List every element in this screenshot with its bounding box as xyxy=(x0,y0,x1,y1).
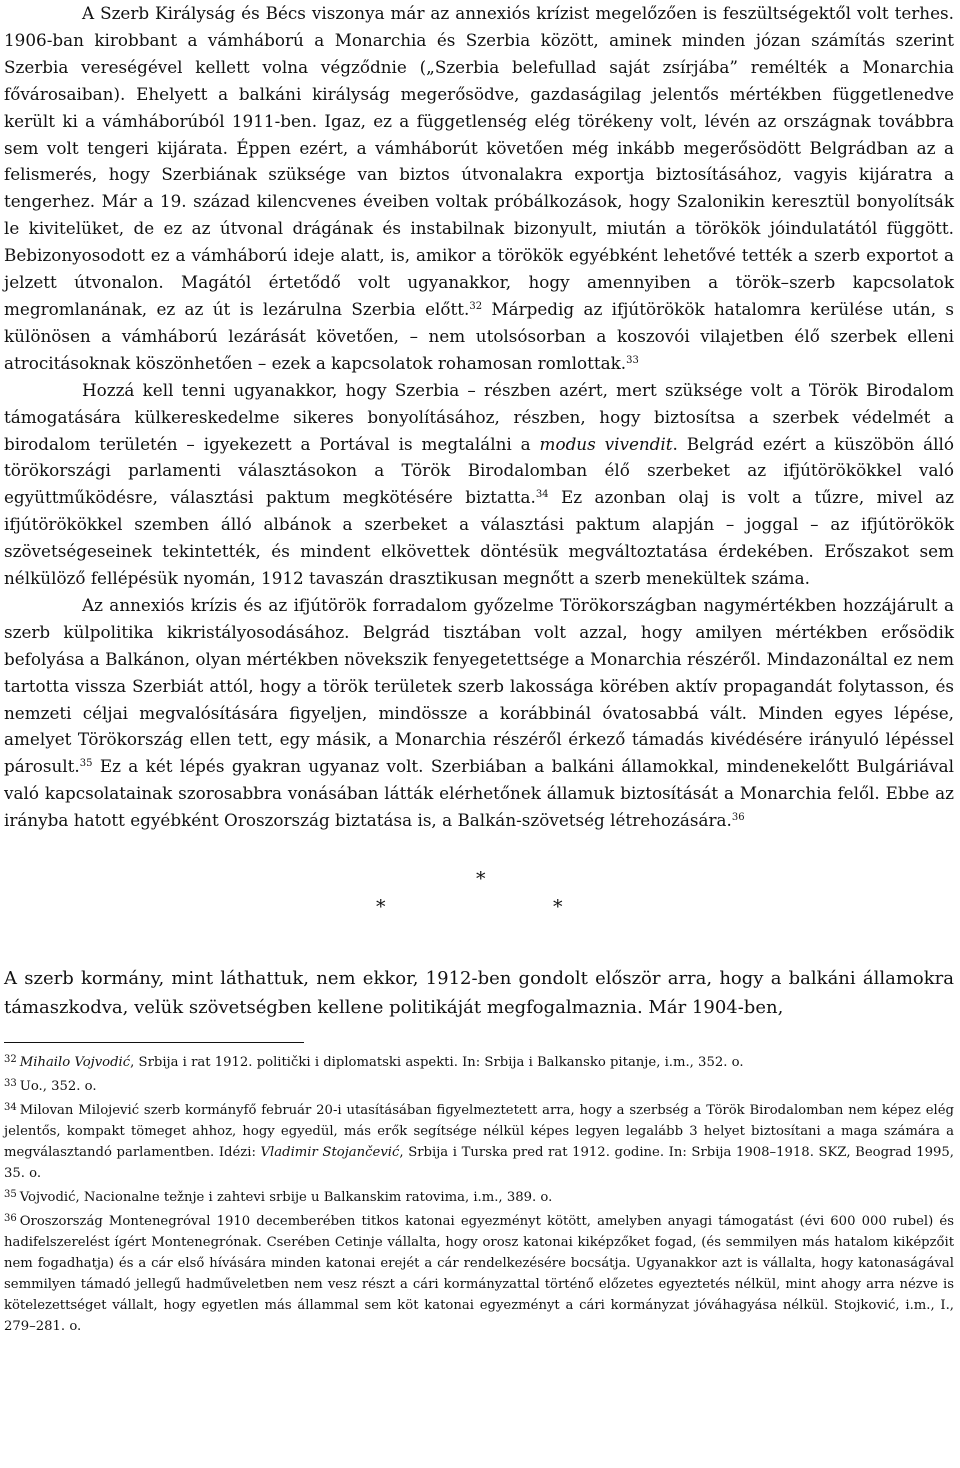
separator-asterisk-top: * xyxy=(476,868,486,891)
footnote-separator xyxy=(4,1042,304,1043)
footnote-ref-33[interactable]: 33 xyxy=(626,354,639,366)
footnote-32 xyxy=(4,1049,954,1073)
footnote-33 xyxy=(4,1073,954,1097)
paragraph-2-italic: modus vivendit xyxy=(539,433,673,454)
footnote-author: Vladimir Stojančević xyxy=(260,1145,400,1161)
footnote-36 xyxy=(4,1208,954,1337)
footnote-35 xyxy=(4,1184,954,1208)
footnotes xyxy=(4,1049,954,1337)
paragraph-2-text-b: . Belgrád ezért a küszöbön álló törökországi parlamenti választásokon a Török Birodalomban élő szerbeket az ifjútörökökkel való együttműködésre, választási paktum megkötésére biztatta. xyxy=(4,433,954,508)
footnote-text: Uo., 352. o. xyxy=(19,1079,97,1095)
paragraph-1 xyxy=(4,0,954,377)
footnote-number: 34 xyxy=(4,1102,17,1114)
footnote-ref-34[interactable]: 34 xyxy=(535,489,549,501)
separator-asterisk-right: * xyxy=(553,896,563,919)
footnote-ref-35[interactable]: 35 xyxy=(79,758,93,770)
paragraph-4: A szerb kormány, mint láthattuk, nem ekkor, 1912-ben gondolt először arra, hogy a balkáni államokra támaszkodva, velük szövetségben kellene politikáját megfogalmaznia. Már 1904-ben, xyxy=(4,968,954,1019)
footnote-text: Oroszország Montenegróval 1910 decemberében titkos katonai egyezményt kötött, amelyben anyagi támogatást (évi 600 000 rubel) és hadifelszerelést ígért Montenegrónak. Cserében Cetinje vállalta, hogy orosz katonai kiképzőket fogad, (és semmilyen más hatalom kiképzőit nem fogadhatja) és a cár első hívására minden katonai erejét a cár rendelkezésére bocsátja. Ugyanakkor azt is vállalta, hogy katonaságával semmilyen támadó jellegű hadműveletben nem vesz részt a cári kormányzattal történő előzetes egyeztetés nélkül, mint ahogy arra nézve is kötelezettséget vállalt, hogy egyetlen más állammal sem köt katonai egyezményt a cári kormányzat jóváhagyása nélkül. Stojković, i.m., I., 279–281. o. xyxy=(4,1214,954,1335)
footnote-ref-36[interactable]: 36 xyxy=(731,812,745,824)
paragraph-2-text-c: Ez azonban olaj is volt a tűzre, mivel az ifjútörökökkel szemben álló albánok a szerbeket a választási paktum alapján – joggal – az ifjútörökök szövetségeseinek tekintették, és mindent elkövettek döntésük megváltoztatása érdekében. Erőszakot sem nélkülöző fellépésük nyomán, 1912 tavaszán drasztikusan megnőtt a szerb menekültek száma. xyxy=(4,487,954,589)
paragraph-3-text-a: Az annexiós krízis és az ifjútörök forradalom győzelme Törökországban nagymértékben hozzájárult a szerb külpolitika kikristályosodásához. Belgrád tisztában volt azzal, hogy amilyen mértékben erősödik befolyása a Balkánon, olyan mértékben növekszik fenyegetettsége a Monarchia részéről. Mindazonáltal ez nem tartotta vissza Szerbiát attól, hogy a török területek szerb lakossága körében aktív propagandát folytasson, és nemzeti céljai megvalósítására figyeljen, mindössze a korábbinál óvatosabbá vált. Minden egyes lépése, amelyet Törökország ellen tett, egy másik, a Monarchia részéről érkező támadás kivédésére irányuló lépéssel párosult. xyxy=(4,594,954,777)
footnote-number: 33 xyxy=(4,1078,17,1090)
paragraph-2-text-a: Hozzá kell tenni ugyanakkor, hogy Szerbia – részben azért, mert szüksége volt a Török Birodalom támogatására külkereskedelme sikeres bonyolításához, részben, hogy biztosítsa a szerbek védelmét a birodalom területén – igyekezett a Portával is megtalálni a xyxy=(4,379,954,454)
section-two xyxy=(4,964,954,1022)
footnote-34 xyxy=(4,1097,954,1184)
paragraph-1-text-b: Márpedig az ifjútörökök hatalomra kerülése után, s különösen a vámháború lezárását követően, – nem utolsósorban a koszovói vilajetben élő szerbek elleni atrocitásoknak köszönhetően – ezek a kapcsolatok rohamosan romlottak. xyxy=(4,298,954,373)
footnote-ref-32[interactable]: 32 xyxy=(469,300,483,312)
footnote-text: Vojvodić, Nacionalne težnje i zahtevi srbije u Balkanskim ratovima, i.m., 389. o. xyxy=(19,1190,553,1206)
footnote-number: 32 xyxy=(4,1054,17,1066)
footnote-text: , Srbija i rat 1912. politički i diplomatski aspekti. In: Srbija i Balkansko pitanje, i.m., 352. o. xyxy=(130,1055,744,1071)
section-separator xyxy=(4,868,954,930)
paragraph-3-text-b: Ez a két lépés gyakran ugyanaz volt. Szerbiában a balkáni államokkal, mindenekelőtt Bulgáriával való kapcsolatainak szorosabbra vonásában látták elérhetőnek államuk biztosítását a Monarchia felől. Ebbe az irányba hatott egyébként Oroszország biztatása is, a Balkán-szövetség létrehozására. xyxy=(4,756,954,831)
paragraph-3 xyxy=(4,592,954,834)
paragraph-1-text-a: A Szerb Királyság és Bécs viszonya már az annexiós krízist megelőzően is feszültségektől volt terhes. 1906-ban kirobbant a vámháború a Monarchia és Szerbia között, aminek minden józan számítás szerint Szerbia vereségével kellett volna végződnie („Szerbia belefullad saját zsírjába” remélték a Monarchia fővárosaiban). Ehelyett a balkáni királyság megerősödve, gazdaságilag jelentős mértékben függetlenedve került ki a vámháborúból 1911-ben. Igaz, ez a függetlenség elég törékeny volt, lévén az országnak továbbra sem volt tengeri kijárata. Éppen ezért, a vámháborút követően még inkább megerősödött Belgrádban az a felismerés, hogy Szerbiának szüksége van biztos útvonalakra exportja biztosításához, vagyis kijáratra a tengerhez. Már a 19. század kilencvenes éveiben voltak próbálkozások, hogy Szalonikin keresztül bonyolítsák le kivitelüket, de ez az útvonal drágának és instabilnak bizonyult, miután a törökök jóindulatától függött. Bebizonyosodott ez a vámháború ideje alatt, is, amikor a törökök egyébként lehetővé tették a szerb exportot a jelzett útvonalon. Magától értetődő volt ugyanakkor, hogy amennyiben a török–szerb kapcsolatok megromlanának, ez az út is lezárulna Szerbia előtt. xyxy=(4,3,954,319)
footnote-text-a: Milovan Milojević szerb kormányfő február 20-i utasításában figyelmeztetett arra, hogy a szerbség a Török Birodalomban nem képez elég jelentős, kompakt tömeget ahhoz, hogy egyedül, más erők segítsége nélkül képes legyen legalább 3 helyet biztosítani a maga számára a megválasztandó parlamentben. Idézi: xyxy=(4,1103,954,1161)
body-text xyxy=(4,0,954,1022)
footnote-text-b: , Srbija i Turska pred rat 1912. godine. In: Srbija 1908–1918. SKZ, Beograd 1995, 35. o. xyxy=(4,1145,954,1182)
separator-asterisk-left: * xyxy=(376,896,386,919)
footnote-number: 36 xyxy=(4,1213,17,1225)
paragraph-2 xyxy=(4,377,954,592)
footnote-author: Mihailo Vojvodić xyxy=(19,1055,131,1071)
footnote-number: 35 xyxy=(4,1189,17,1201)
